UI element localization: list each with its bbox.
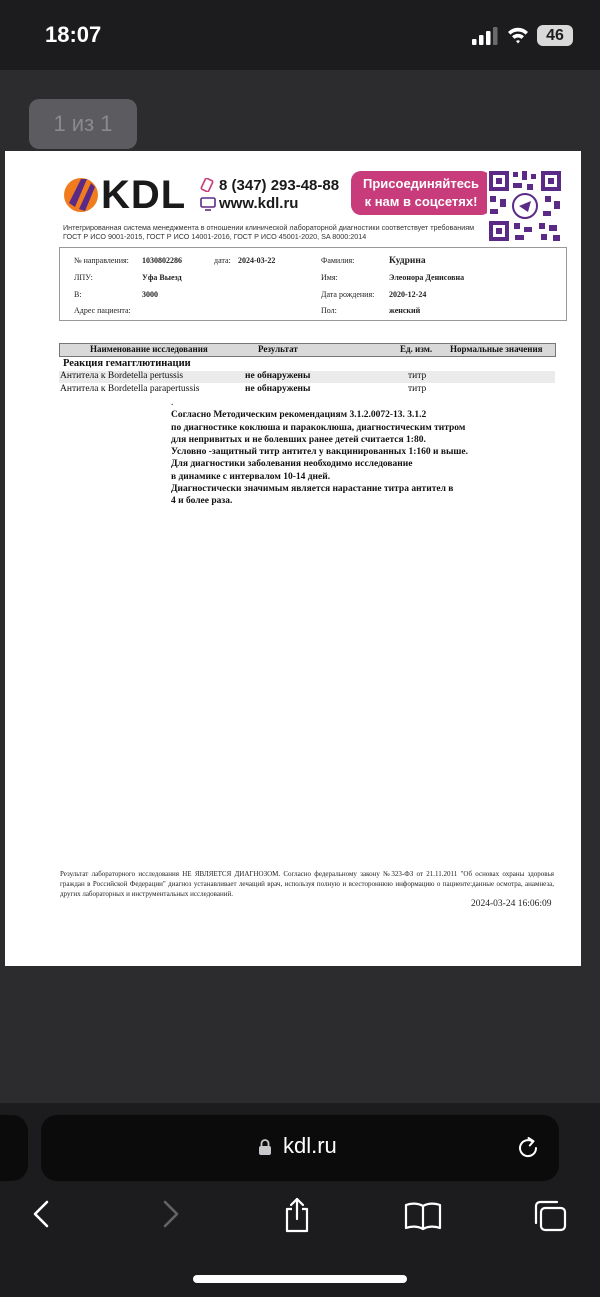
birth-value: 2020-12-24 bbox=[389, 290, 427, 299]
test-unit: титр bbox=[408, 384, 427, 394]
iso-line-1: Интегрированная система менеджмента в отношении клинической лабораторной диагностики соответствует требованиям bbox=[63, 223, 475, 232]
methodology-note bbox=[171, 397, 511, 508]
document-timestamp: 2024-03-24 16:06:09 bbox=[471, 899, 552, 909]
status-bar bbox=[0, 0, 600, 70]
phone-icon bbox=[200, 178, 214, 192]
document-page bbox=[5, 151, 581, 966]
home-indicator bbox=[193, 1275, 407, 1283]
lock-icon bbox=[258, 1138, 272, 1156]
monitor-icon bbox=[200, 197, 216, 211]
referral-date: 2024-03-22 bbox=[238, 256, 276, 265]
results-table-header bbox=[59, 343, 556, 357]
iso-line-2: ГОСТ Р ИСО 9001-2015, ГОСТ Р ИСО 14001-2016, ГОСТ Р ИСО 45001-2020, SA 8000:2014 bbox=[63, 232, 367, 241]
section-title: Реакция гемагглютинации bbox=[63, 358, 191, 369]
forward-icon[interactable] bbox=[160, 1199, 182, 1229]
patient-info-box bbox=[59, 247, 567, 321]
browser-toolbar bbox=[0, 1103, 600, 1297]
contact-website[interactable]: www.kdl.ru bbox=[219, 195, 299, 212]
name-value: Элеонора Денисовна bbox=[389, 273, 465, 282]
social-banner[interactable] bbox=[351, 171, 491, 215]
note-line: Согласно Методическим рекомендациям 3.1.2.0072-13. 3.1.2 bbox=[171, 410, 427, 421]
cellular-signal-icon bbox=[472, 27, 498, 45]
iso-certification bbox=[63, 223, 513, 241]
back-icon[interactable] bbox=[30, 1199, 52, 1229]
lpu-label: ЛПУ: bbox=[74, 273, 93, 282]
note-line: по диагностике коклюша и паракоклюша, диагностическим титром bbox=[171, 422, 466, 433]
contact-phone[interactable]: 8 (347) 293-48-88 bbox=[219, 177, 340, 194]
test-name: Антитела к Bordetella parapertussis bbox=[60, 384, 200, 394]
battery-indicator: 46 bbox=[537, 25, 573, 46]
note-line: 4 и более раза. bbox=[171, 496, 233, 507]
sex-label: Пол: bbox=[321, 306, 337, 315]
note-line: Для диагностики заболевания необходимо исследование bbox=[171, 459, 413, 470]
date-label: дата: bbox=[214, 256, 231, 265]
social-line-1: Присоединяйтесь bbox=[363, 176, 479, 191]
status-time: 18:07 bbox=[45, 22, 102, 47]
col-result: Результат bbox=[258, 344, 298, 354]
address-bar[interactable] bbox=[41, 1115, 559, 1181]
test-unit: титр bbox=[408, 371, 427, 381]
v-value: 3000 bbox=[142, 290, 158, 299]
col-normal-values: Нормальные значения bbox=[450, 344, 543, 354]
surname-value: Кудрина bbox=[389, 256, 426, 266]
table-row bbox=[59, 371, 555, 383]
page-counter: 1 из 1 bbox=[29, 99, 137, 149]
lpu-value: Уфа Выезд bbox=[142, 273, 182, 282]
test-result: не обнаружены bbox=[245, 371, 311, 381]
test-name: Антитела к Bordetella pertussis bbox=[60, 371, 184, 381]
social-line-2: к нам в соцсетях! bbox=[364, 194, 478, 209]
name-label: Имя: bbox=[321, 273, 338, 282]
bookmarks-icon[interactable] bbox=[404, 1201, 442, 1231]
table-row bbox=[59, 384, 555, 396]
test-result: не обнаружены bbox=[245, 384, 311, 394]
url-text: kdl.ru bbox=[283, 1133, 337, 1158]
reload-icon[interactable] bbox=[515, 1135, 541, 1161]
col-unit: Ед. изм. bbox=[400, 344, 433, 354]
note-line: Диагностически значимым является нарастание титра антител в bbox=[171, 484, 454, 495]
legal-disclaimer: Результат лабораторного исследования НЕ ЯВЛЯЕТСЯ ДИАГНОЗОМ. Согласно федеральному закону №323-ФЗ от 21.11.2011 "Об основах охраны здоровья граждан в Российской Федерации" диагноз устанавливает лечащий врач, используя полную и всестороннюю информацию о пациенте:данные осмотра, анамнеза, других лабораторных и инструментальных исследований. bbox=[60, 870, 554, 898]
previous-tab-preview[interactable] bbox=[0, 1115, 28, 1181]
referral-number: 1030802286 bbox=[142, 256, 182, 265]
tabs-icon[interactable] bbox=[532, 1199, 568, 1233]
note-line: для непривитых и не болевших ранее детей считается 1:80. bbox=[171, 434, 426, 445]
address-label: Адрес пациента: bbox=[74, 306, 131, 315]
col-test-name: Наименование исследования bbox=[90, 344, 208, 354]
share-icon[interactable] bbox=[282, 1197, 312, 1233]
surname-label: Фамилия: bbox=[321, 256, 355, 265]
note-line: Условно -защитный титр антител у вакцинированных 1:160 и выше. bbox=[171, 447, 468, 458]
sex-value: женский bbox=[389, 306, 421, 315]
birth-label: Дата рождения: bbox=[321, 290, 375, 299]
note-line: в динамике с интервалом 10-14 дней. bbox=[171, 471, 331, 482]
note-dot: . bbox=[171, 398, 174, 408]
v-label: В: bbox=[74, 290, 82, 299]
logo-text: KDL bbox=[101, 173, 187, 217]
wifi-icon bbox=[507, 25, 529, 45]
referral-label: № направления: bbox=[74, 256, 129, 265]
